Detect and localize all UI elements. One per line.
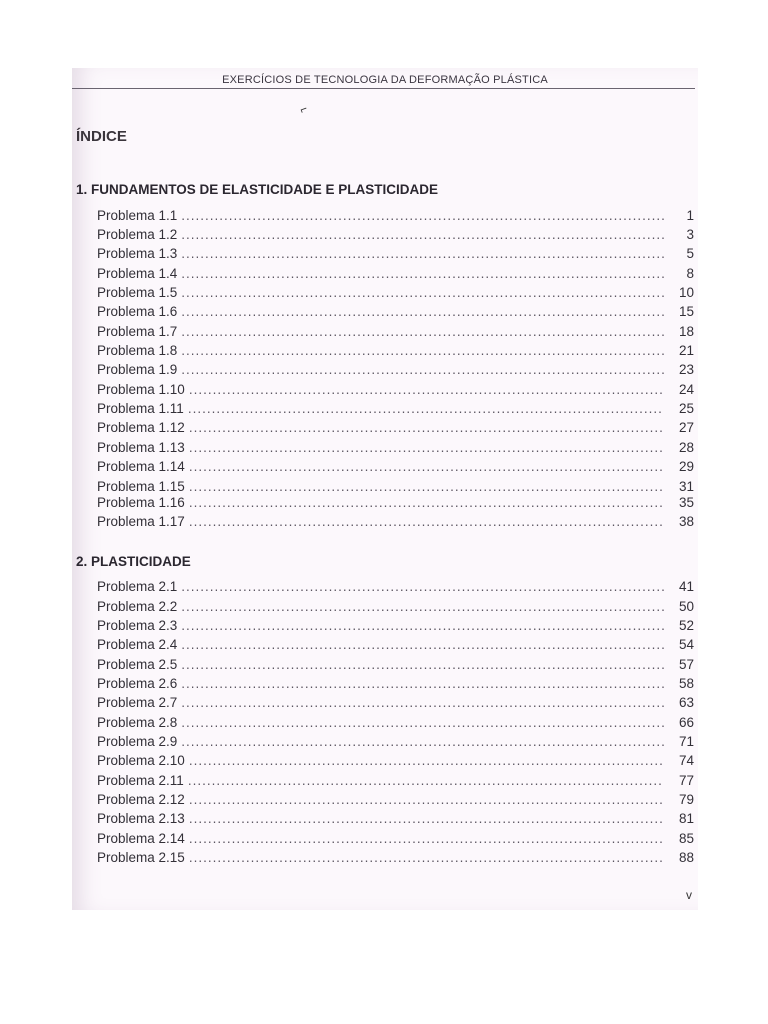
toc-entry	[97, 657, 694, 676]
toc-entry	[97, 459, 694, 478]
toc-entry	[97, 811, 694, 830]
toc-entry-page: 29	[678, 459, 694, 474]
toc-entry	[97, 495, 694, 514]
dot-leader	[181, 304, 664, 319]
toc-entry-page: 8	[686, 266, 694, 281]
dot-leader	[181, 246, 664, 261]
toc-entry	[97, 324, 694, 343]
dot-leader	[189, 792, 664, 807]
dot-leader	[181, 285, 664, 300]
toc-entry	[97, 401, 694, 420]
toc-entry-label: Problema 2.7	[97, 695, 178, 710]
toc-entry	[97, 753, 694, 772]
dot-leader	[181, 637, 664, 652]
toc-entry-label: Problema 2.11	[97, 773, 184, 788]
toc-entry-page: 57	[678, 657, 694, 672]
toc-entry-label: Problema 1.16	[97, 495, 185, 510]
dot-leader	[181, 343, 664, 358]
toc-entry	[97, 637, 694, 656]
toc-entry	[97, 343, 694, 362]
dot-leader	[181, 676, 664, 691]
dot-leader	[189, 514, 664, 529]
dot-leader	[189, 753, 664, 768]
toc-entry	[97, 362, 694, 381]
toc-entry-label: Problema 2.12	[97, 792, 185, 807]
dot-leader	[181, 579, 664, 594]
toc-entry	[97, 850, 694, 869]
toc-entry-label: Problema 1.3	[97, 246, 178, 261]
toc-entry-page: 52	[678, 618, 694, 633]
section-2-title: 2. PLASTICIDADE	[76, 554, 191, 569]
toc-entry	[97, 304, 694, 323]
toc-entry	[97, 382, 694, 401]
dot-leader	[189, 831, 664, 846]
dot-leader	[181, 657, 664, 672]
toc-entry-label: Problema 2.4	[97, 637, 178, 652]
toc-entry-page: 25	[678, 401, 694, 416]
toc-entry-page: 1	[686, 208, 694, 223]
toc-entry-page: 71	[678, 734, 694, 749]
toc-entry-label: Problema 1.17	[97, 514, 185, 529]
toc-entry-page: 5	[686, 246, 694, 261]
toc-entry-label: Problema 1.11	[97, 401, 184, 416]
toc-entry	[97, 440, 694, 459]
toc-entry-page: 27	[678, 420, 694, 435]
toc-entry-label: Problema 2.9	[97, 734, 178, 749]
toc-entry	[97, 618, 694, 637]
toc-entry	[97, 792, 694, 811]
toc-entry	[97, 676, 694, 695]
toc-entry-label: Problema 2.5	[97, 657, 178, 672]
toc-entry	[97, 227, 694, 246]
toc-entry-label: Problema 1.1	[97, 208, 178, 223]
toc-entry	[97, 208, 694, 227]
toc-entry-page: 63	[678, 695, 694, 710]
dot-leader	[189, 382, 664, 397]
dot-leader	[181, 715, 664, 730]
dot-leader	[181, 695, 664, 710]
dot-leader	[181, 208, 664, 223]
dot-leader	[181, 599, 664, 614]
toc-entry	[97, 266, 694, 285]
toc-entry-page: 54	[678, 637, 694, 652]
toc-entry-label: Problema 1.7	[97, 324, 178, 339]
toc-entry-page: 58	[678, 676, 694, 691]
toc-entry-page: 79	[678, 792, 694, 807]
toc-entry	[97, 773, 694, 792]
section-1-title: 1. FUNDAMENTOS DE ELASTICIDADE E PLASTICIDADE	[76, 182, 439, 197]
toc-entry-label: Problema 1.12	[97, 420, 185, 435]
toc-entry-page: 15	[678, 304, 694, 319]
toc-entry-label: Problema 2.2	[97, 599, 178, 614]
document-page	[72, 68, 698, 910]
toc-entry-page: 77	[678, 773, 694, 788]
dot-leader	[181, 324, 664, 339]
dot-leader	[189, 440, 664, 455]
dot-leader	[181, 618, 664, 633]
toc-entry-page: 85	[678, 831, 694, 846]
toc-entry	[97, 285, 694, 304]
toc-entry-label: Problema 2.8	[97, 715, 178, 730]
toc-entry-page: 50	[678, 599, 694, 614]
toc-entry-label: Problema 1.9	[97, 362, 178, 377]
toc-entry	[97, 715, 694, 734]
toc-entry-label: Problema 2.6	[97, 676, 178, 691]
toc-entry-page: 81	[678, 811, 694, 826]
dot-leader	[181, 734, 664, 749]
toc-entry-page: 74	[678, 753, 694, 768]
toc-entry-label: Problema 1.6	[97, 304, 178, 319]
dot-leader	[189, 479, 664, 494]
dot-leader	[188, 773, 664, 788]
dot-leader	[189, 459, 664, 474]
toc-entry	[97, 599, 694, 618]
toc-entry-label: Problema 1.15	[97, 479, 185, 494]
toc-entry	[97, 514, 694, 533]
dot-leader	[189, 420, 664, 435]
dot-leader	[181, 227, 664, 242]
dot-leader	[181, 362, 664, 377]
toc-entry-page: 18	[678, 324, 694, 339]
toc-entry-label: Problema 2.14	[97, 831, 185, 846]
toc-entry-page: 66	[678, 715, 694, 730]
toc-entry-page: 10	[678, 285, 694, 300]
toc-entry-label: Problema 2.3	[97, 618, 178, 633]
toc-entry-label: Problema 1.10	[97, 382, 185, 397]
toc-entry-page: 35	[678, 495, 694, 510]
toc-entry	[97, 831, 694, 850]
dot-leader	[189, 495, 664, 510]
toc-entry	[97, 420, 694, 439]
toc-entry-label: Problema 2.15	[97, 850, 185, 865]
running-header: EXERCÍCIOS DE TECNOLOGIA DA DEFORMAÇÃO PLÁSTICA	[222, 74, 548, 86]
dot-leader	[181, 266, 664, 281]
toc-entry-label: Problema 1.14	[97, 459, 185, 474]
toc-entry-page: 38	[678, 514, 694, 529]
pen-mark: ⌐	[297, 101, 310, 117]
toc-entry-label: Problema 1.2	[97, 227, 178, 242]
toc-entry	[97, 579, 694, 598]
toc-entry-label: Problema 1.4	[97, 266, 178, 281]
toc-entry-page: 24	[678, 382, 694, 397]
toc-entry	[97, 246, 694, 265]
toc-entry-label: Problema 1.5	[97, 285, 178, 300]
toc-entry	[97, 695, 694, 714]
header-rule	[72, 88, 695, 89]
toc-entry-page: 88	[678, 850, 694, 865]
toc-entry-page: 31	[678, 479, 694, 494]
toc-entry-page: 21	[678, 343, 694, 358]
dot-leader	[189, 850, 664, 865]
toc-entry-label: Problema 2.10	[97, 753, 185, 768]
page-number: v	[686, 888, 692, 902]
toc-entry-label: Problema 1.8	[97, 343, 178, 358]
dot-leader	[189, 811, 664, 826]
toc-entry-page: 41	[678, 579, 694, 594]
toc-entry-page: 28	[678, 440, 694, 455]
toc-entry	[97, 734, 694, 753]
dot-leader	[188, 401, 664, 416]
toc-entry-page: 23	[678, 362, 694, 377]
toc-entry-page: 3	[686, 227, 694, 242]
toc-entry-label: Problema 1.13	[97, 440, 185, 455]
toc-entry-label: Problema 2.1	[97, 579, 178, 594]
index-title: ÍNDICE	[76, 128, 127, 145]
toc-entry-label: Problema 2.13	[97, 811, 185, 826]
